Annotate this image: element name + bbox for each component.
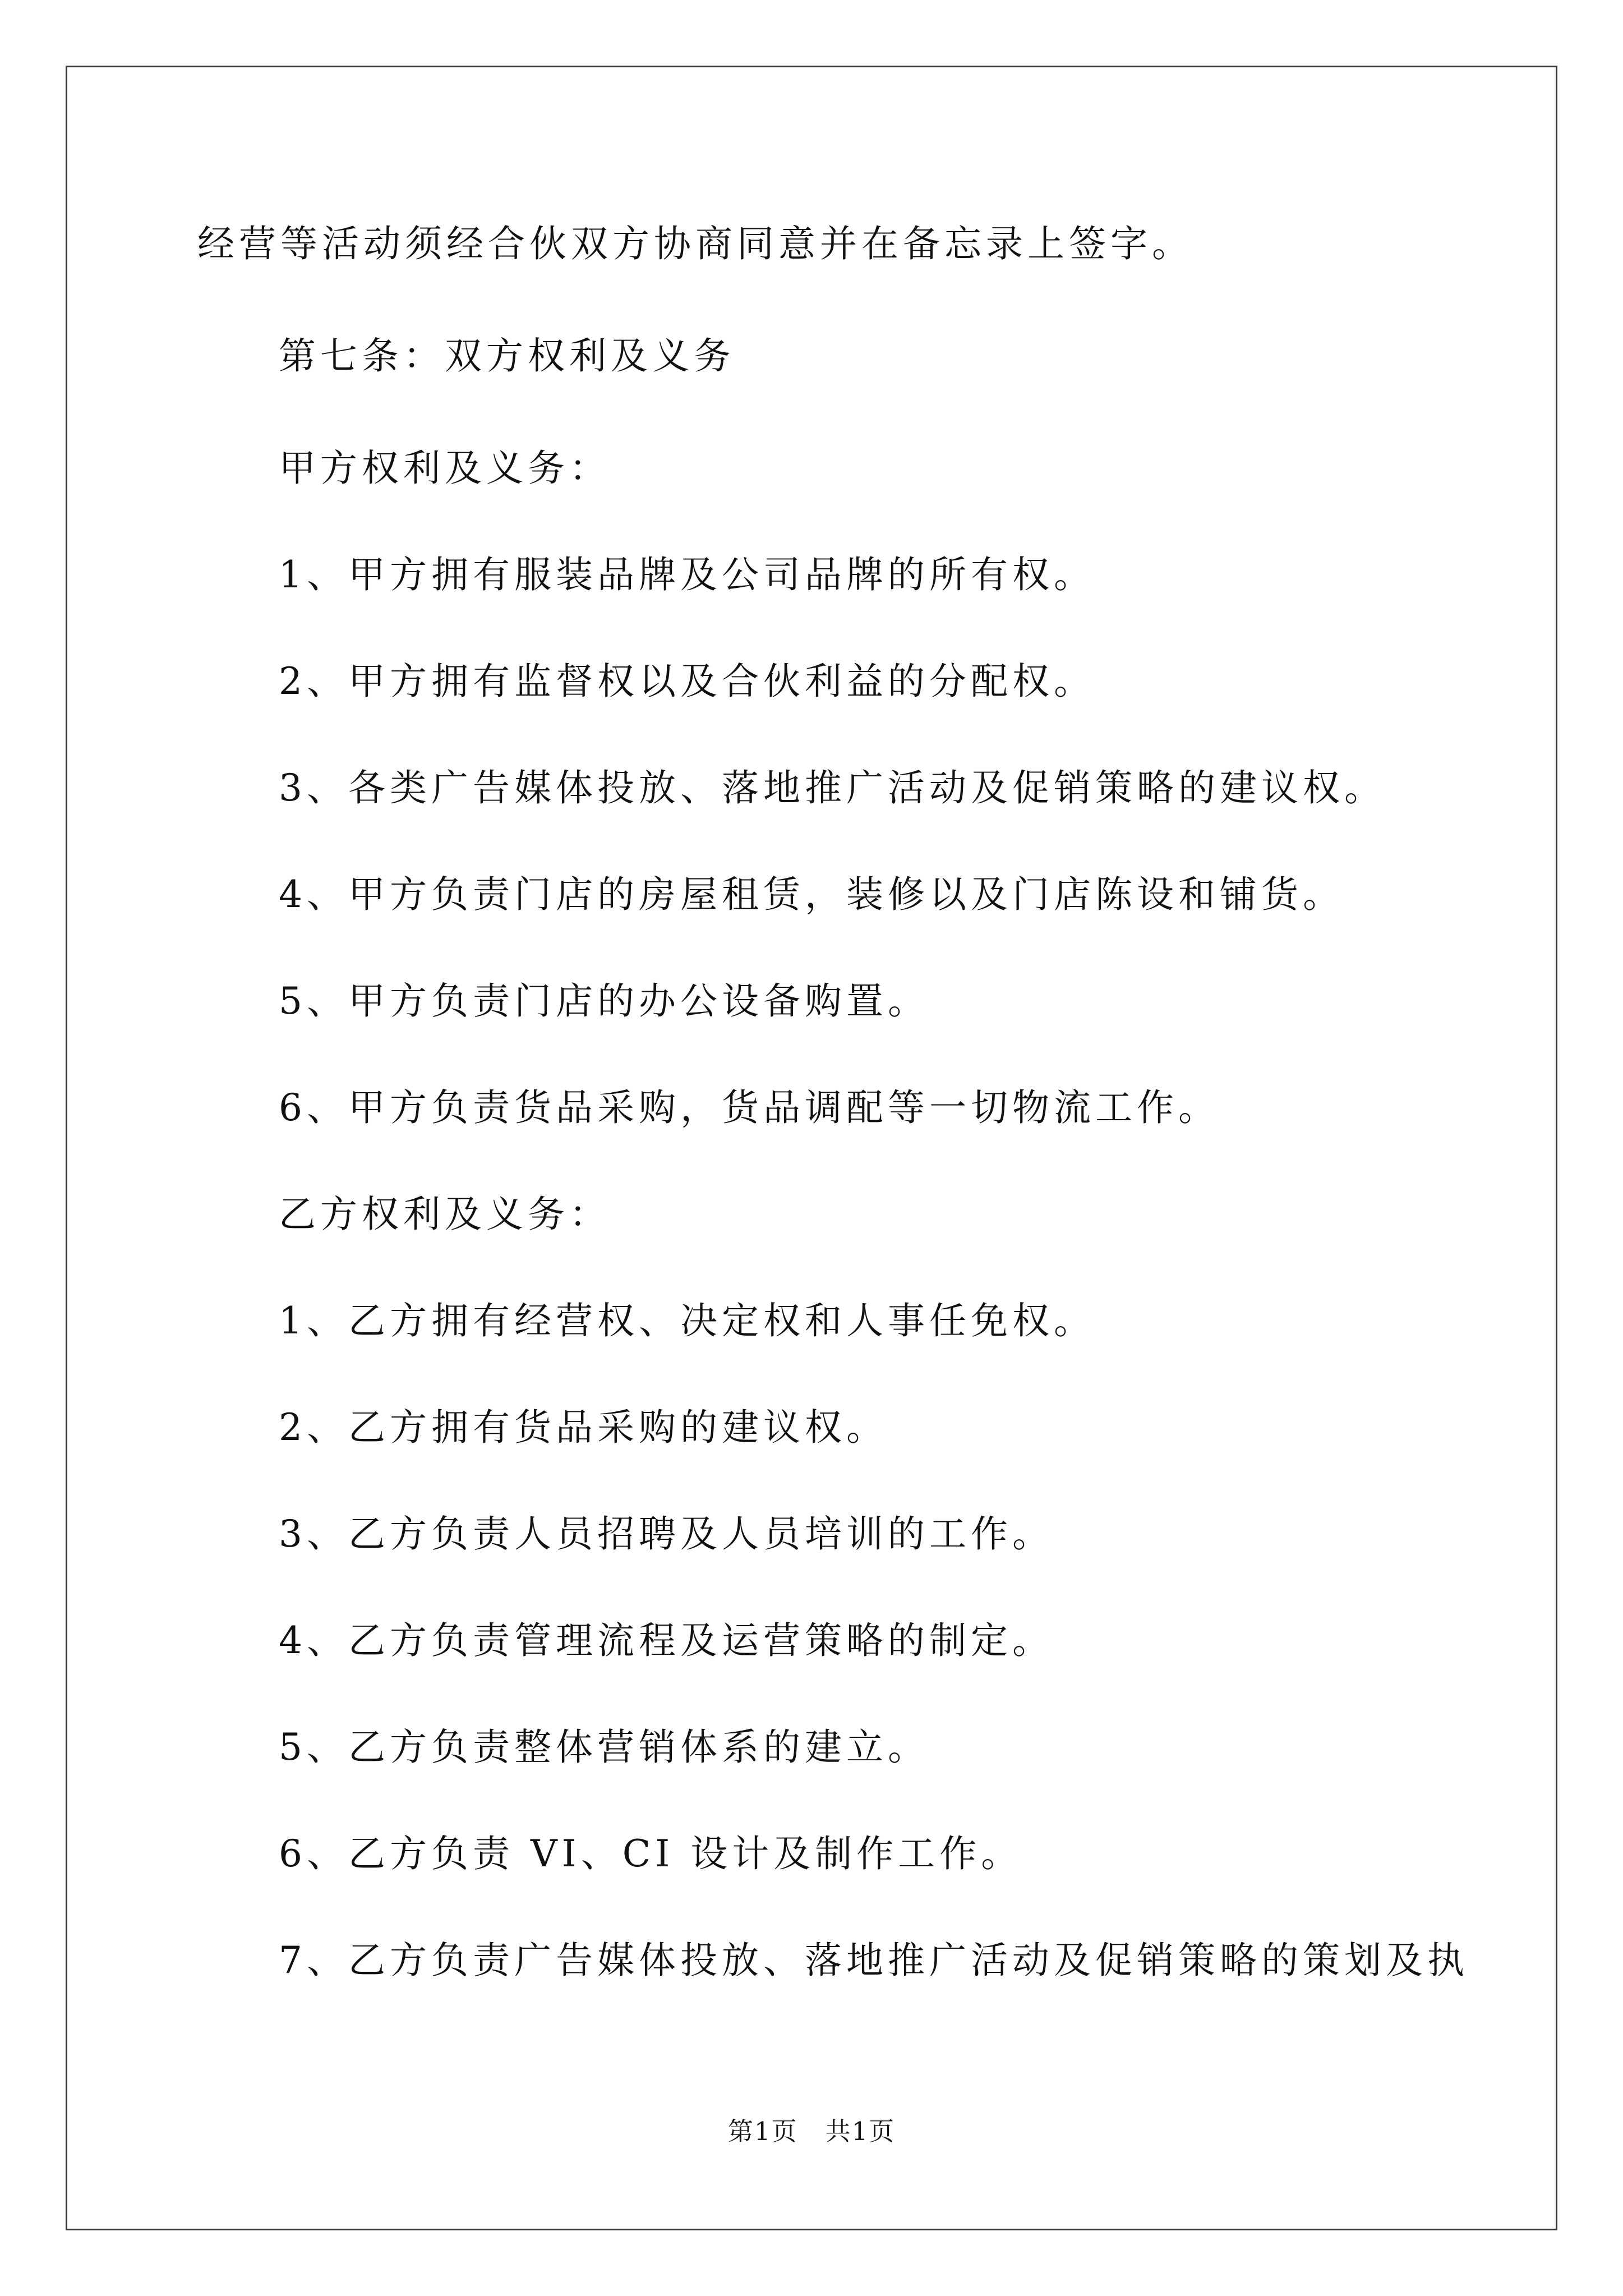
list-item: 6、甲方负责货品采购，货品调配等一切物流工作。 — [279, 1086, 1220, 1129]
list-item: 4、乙方负责管理流程及运营策略的制定。 — [279, 1619, 1054, 1662]
subsection-heading: 甲方权利及义务： — [279, 447, 611, 490]
list-item: 4、甲方负责门店的房屋租赁，装修以及门店陈设和铺货。 — [279, 873, 1344, 916]
list-item: 7、乙方负责广告媒体投放、落地推广活动及促销策略的策划及执 — [279, 1939, 1469, 1982]
list-item: 3、各类广告媒体投放、落地推广活动及促销策略的建议权。 — [279, 766, 1386, 809]
list-item: 2、甲方拥有监督权以及合伙利益的分配权。 — [279, 660, 1095, 703]
section-heading: 第七条：双方权利及义务 — [279, 334, 735, 378]
list-item: 6、乙方负责 VI、CI 设计及制作工作。 — [279, 1832, 1023, 1875]
paragraph-line: 经营等活动须经合伙双方协商同意并在备忘录上签字。 — [197, 222, 1193, 265]
page-border — [66, 66, 1557, 2230]
list-item: 1、乙方拥有经营权、决定权和人事任免权。 — [279, 1299, 1095, 1342]
list-item: 1、甲方拥有服装品牌及公司品牌的所有权。 — [279, 553, 1095, 596]
subsection-heading: 乙方权利及义务： — [279, 1193, 611, 1236]
list-item: 5、甲方负责门店的办公设备购置。 — [279, 979, 929, 1023]
list-item: 3、乙方负责人员招聘及人员培训的工作。 — [279, 1512, 1054, 1556]
page-number-footer: 第1页 共1页 — [727, 2116, 896, 2146]
list-item: 5、乙方负责整体营销体系的建立。 — [279, 1726, 929, 1769]
list-item: 2、乙方拥有货品采购的建议权。 — [279, 1406, 888, 1449]
